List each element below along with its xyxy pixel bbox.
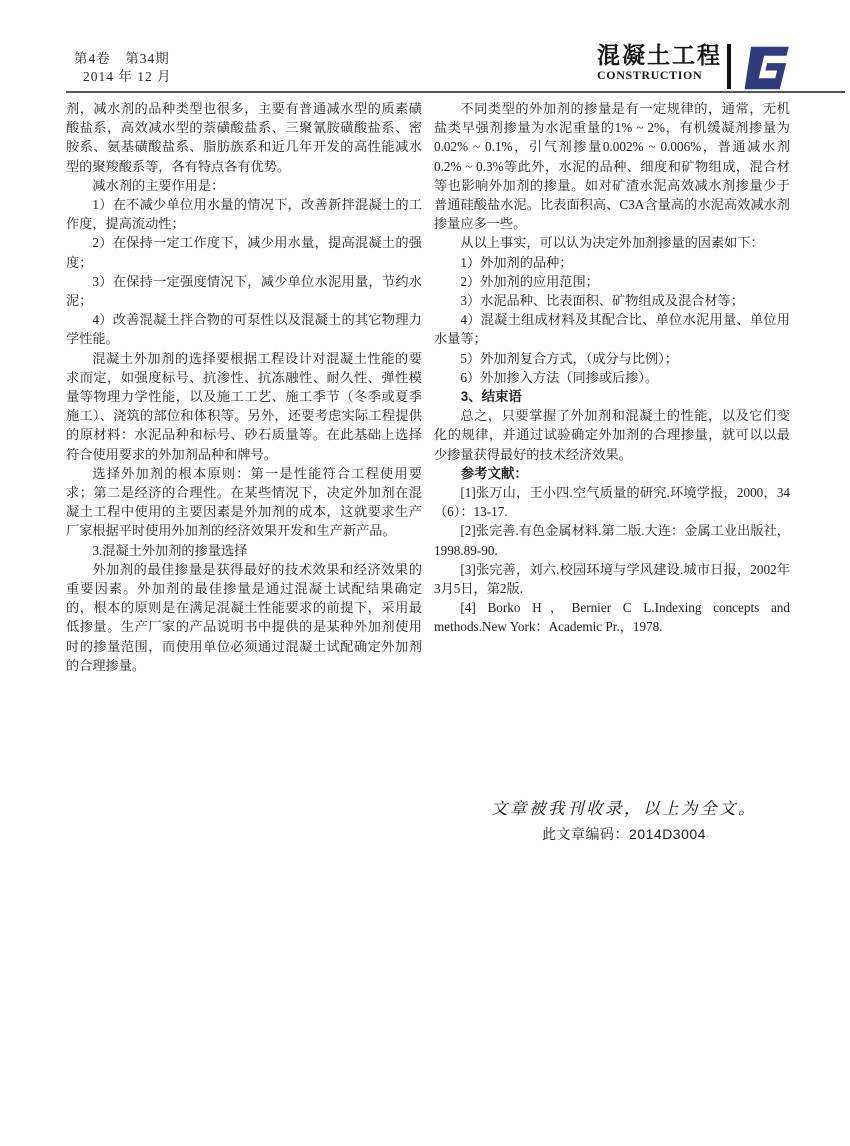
paragraph: [1]张万山，王小四.空气质量的研究.环境学报，2000，34（6）：13-17. — [434, 485, 790, 520]
header-rule — [66, 91, 845, 93]
paragraph: 减水剂的主要作用是： — [92, 177, 225, 193]
paragraph: 4）混凝土组成材料及其配合比、单位水泥用量、单位用水量等； — [434, 312, 790, 347]
journal-title-en: CONSTRUCTION — [597, 68, 703, 82]
paragraph: [4] Borko H，Bernier C L.Indexing concepts and methods.New York：Academic Pr.，1978. — [434, 600, 790, 635]
journal-brand — [597, 43, 792, 93]
paragraph: 2）在保持一定工作度下，减少用水量，提高混凝土的强度； — [66, 235, 422, 270]
paragraph: 总之，只要掌握了外加剂和混凝土的性能，以及它们变化的规律，并通过试验确定外加剂的合理掺量，就可以以最少掺量获得最好的技术经济效果。 — [434, 408, 790, 462]
paragraph: 2）外加剂的应用范围； — [460, 273, 599, 289]
paragraph: 5）外加剂复合方式，（成分与比例）； — [460, 350, 678, 366]
issue-date-text: 2014 年 12 月 — [83, 69, 172, 84]
journal-brand-text — [597, 43, 722, 83]
paragraph: 1）在不减少单位用水量的情况下，改善新拌混凝土的工作度，提高流动性； — [66, 197, 422, 232]
paragraph: 1）外加剂的品种； — [460, 254, 573, 270]
section-heading: 3、结束语 — [460, 389, 522, 405]
paragraph: 外加剂的最佳掺量是获得最好的技术效果和经济效果的重要因素。外加剂的最佳掺量是通过混凝土试配结果确定的，根本的原则是在满足混凝土性能要求的前提下，采用最低掺量。生产厂家的产品说明书中提供的是某种外加剂使用时的掺量范围，而使用单位必须通过混凝土试配确定外加剂的合理掺量。 — [66, 561, 422, 673]
paragraph: 剂，减水剂的品种类型也很多，主要有普通减水型的质素磺酸盐系，高效减水型的萘磺酸盐系、三聚氰胺磺酸盐系、密胺系、氨基磺酸盐系、脂肪族系和近几年开发的高性能减水型的聚羧酸系等，各有特点各有优势。 — [66, 101, 422, 174]
paragraph: [3]张完善，刘六.校园环境与学风建设.城市日报，2002年3月5日，第2版. — [434, 561, 790, 597]
paragraph: 3）水泥品种、比表面积、矿物组成及混合材等； — [460, 293, 744, 309]
right-column — [434, 99, 790, 675]
volume-issue-text: 第4卷 第34期 — [74, 51, 170, 66]
left-column — [66, 99, 422, 675]
logo-divider-bar — [727, 44, 731, 89]
paragraph: [2]张完善.有色金属材料.第二版.大连：金属工业出版社，1998.89-90. — [434, 523, 790, 558]
paragraph: 3.混凝土外加剂的掺量选择 — [92, 542, 248, 558]
paragraph: 6）外加掺入方法（同掺或后掺）。 — [460, 369, 659, 385]
paragraph: 3）在保持一定强度情况下，减少单位水泥用量，节约水泥； — [66, 273, 422, 309]
article-body — [66, 99, 790, 675]
page-footer — [398, 795, 850, 844]
paragraph: 4）改善混凝土拌合物的可泵性以及混凝土的其它物理力学性能。 — [66, 312, 422, 347]
paragraph: 选择外加剂的根本原则：第一是性能符合工程使用要求；第二是经济的合理性。在某些情况下，决定外加剂在混凝土工程中使用的主要因素是外加剂的成本，这就要求生产厂家根据平时使用外加剂的经济效果开发和生产新产品。 — [66, 465, 422, 539]
issue-info — [74, 50, 172, 86]
paragraph: 不同类型的外加剂的掺量是有一定规律的，通常，无机盐类早强剂掺量为水泥重量的1% ~ 2%，有机缓凝剂掺量为0.02% ~ 0.1%，引气剂掺量0.002% ~ 0.006%，普通减水剂0.2% ~ 0.3%等此外，水泥的品种、细度和矿物组成，混合材等也影响外加剂的掺量。如对矿渣水泥高效减水剂掺量少于普通硅酸盐水泥。比表面积高、C3A含量高的水泥高效减水剂掺量应多一些。 — [434, 101, 790, 232]
inclusion-note: 文章被我刊收录，以上为全文。 — [491, 799, 757, 818]
journal-logo-icon — [738, 43, 792, 93]
article-code: 此文章编码：2014D3004 — [542, 826, 706, 842]
section-heading: 参考文献： — [460, 465, 528, 481]
paragraph: 从以上事实，可以认为决定外加剂掺量的因素如下： — [460, 235, 764, 251]
paragraph: 混凝土外加剂的选择要根据工程设计对混凝土性能的要求而定，如强度标号、抗渗性、抗冻融性、耐久性、弹性模量等物理力学性能，以及施工工艺、施工季节（冬季或夏季施工）、浇筑的部位和体积等。另外，还要考虑实际工程提供的原材料：水泥品种和标号、砂石质量等。在此基础上选择符合使用要求的外加剂品种和牌号。 — [66, 350, 422, 462]
journal-title-cn: 混凝土工程 — [597, 42, 722, 68]
